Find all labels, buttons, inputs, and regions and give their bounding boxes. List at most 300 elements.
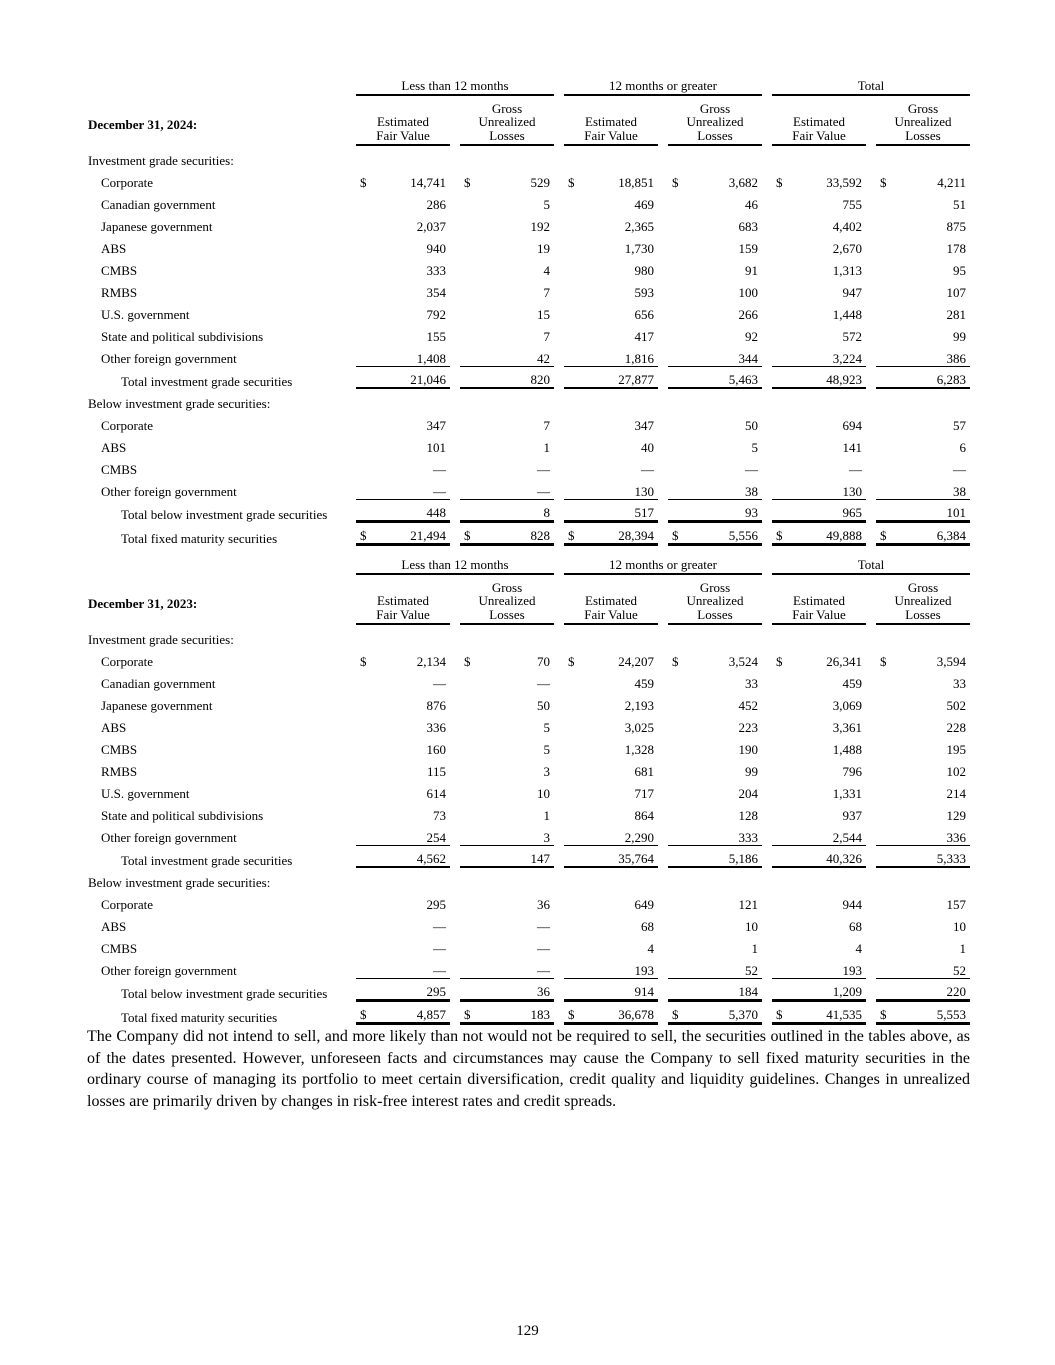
value-cell [564, 411, 658, 433]
cell-value: 3,025 [624, 720, 654, 735]
table-row [88, 978, 970, 1001]
cell-value: 3,361 [832, 720, 862, 735]
value-cell [356, 146, 450, 168]
value-cell [356, 190, 450, 212]
cell-value: 21,494 [410, 528, 446, 543]
cell-value: 3,069 [832, 698, 862, 713]
cell-value: 46 [745, 197, 758, 212]
value-cell [772, 845, 866, 868]
cell-value: 147 [530, 851, 550, 866]
value-cell [876, 322, 970, 344]
value-cell [564, 691, 658, 713]
value-cell [460, 779, 554, 801]
cell-value: 42 [537, 351, 550, 366]
value-cell [460, 234, 554, 256]
row-label: Total investment grade securities [121, 374, 293, 389]
cell-value: 448 [426, 505, 446, 520]
value-cell [356, 212, 450, 234]
row-label: Corporate [101, 897, 153, 912]
table-row [88, 234, 970, 256]
value-cell [460, 735, 554, 757]
cell-value: 50 [745, 418, 758, 433]
cell-value: 57 [953, 418, 966, 433]
value-cell [772, 278, 866, 300]
cell-value: 10 [953, 919, 966, 934]
value-cell [356, 322, 450, 344]
cell-value: 228 [946, 720, 966, 735]
cell-value: 48,923 [826, 372, 862, 387]
cell-value: 24,207 [618, 654, 654, 669]
value-cell [876, 978, 970, 1001]
cell-value: 517 [634, 505, 654, 520]
group-header-row [88, 553, 970, 575]
cell-value: — [953, 462, 966, 477]
value-cell [668, 190, 762, 212]
cell-value: 1,730 [624, 241, 654, 256]
cell-value: 5,370 [728, 1007, 758, 1022]
cell-value: 130 [634, 484, 654, 499]
cell-value: 5 [751, 440, 758, 455]
cell-value: 7 [543, 285, 550, 300]
cell-value: 286 [426, 197, 446, 212]
value-cell [564, 934, 658, 956]
value-cell [564, 522, 658, 546]
body-paragraph: The Company did not intend to sell, and more likely than not would not be required to sell, the securities outlined in the tables above, as of the dates presented. However, unforeseen facts and circumstances may cause the Company to sell fixed maturity securities in the ordinary course of managing its portfolio to meet certain diversification, credit quality and liquidity guidelines. Changes in unrealized losses are primarily driven by changes in risk-free interest rates and credit spreads. [87, 1028, 970, 1110]
cell-value: 36,678 [618, 1007, 654, 1022]
value-cell [460, 344, 554, 366]
value-cell [356, 366, 450, 389]
cell-value: — [433, 676, 446, 691]
column-header: Estimated Fair Value [772, 96, 866, 146]
cell-value: 876 [426, 698, 446, 713]
cell-value: 1 [959, 941, 966, 956]
currency-symbol: $ [880, 175, 887, 190]
page-number: 129 [516, 1323, 539, 1339]
cell-value: 115 [426, 764, 446, 779]
row-label: U.S. government [101, 307, 190, 322]
value-cell [564, 234, 658, 256]
cell-value: 51 [953, 197, 966, 212]
currency-symbol: $ [360, 528, 367, 543]
cell-value: 33 [745, 676, 758, 691]
section-header-row [88, 625, 970, 647]
cell-value: 1,313 [832, 263, 862, 278]
currency-symbol: $ [464, 528, 471, 543]
value-cell [356, 625, 450, 647]
value-cell [668, 845, 762, 868]
currency-symbol: $ [568, 528, 575, 543]
cell-value: 649 [634, 897, 654, 912]
value-cell [876, 455, 970, 477]
row-label: Total fixed maturity securities [121, 1010, 278, 1025]
cell-value: 101 [946, 505, 966, 520]
cell-value: 5,463 [728, 372, 758, 387]
cell-value: 141 [842, 440, 862, 455]
value-cell [564, 669, 658, 691]
column-header: Gross Unrealized Losses [460, 575, 554, 625]
currency-symbol: $ [672, 175, 679, 190]
cell-value: 68 [641, 919, 654, 934]
value-cell [772, 801, 866, 823]
value-cell [460, 647, 554, 669]
column-header: Estimated Fair Value [564, 575, 658, 625]
cell-value: 944 [842, 897, 862, 912]
cell-value: 2,134 [416, 654, 446, 669]
value-cell [460, 366, 554, 389]
table-row [88, 801, 970, 823]
table-row [88, 1001, 970, 1025]
value-cell [772, 322, 866, 344]
table-row [88, 499, 970, 522]
row-label: Total below investment grade securities [121, 507, 328, 522]
cell-value: 347 [426, 418, 446, 433]
cell-value: 128 [738, 808, 758, 823]
row-label: State and political subdivisions [101, 808, 264, 823]
value-cell [564, 912, 658, 934]
value-cell [876, 1001, 970, 1025]
cell-value: 281 [946, 307, 966, 322]
row-label: Investment grade securities: [88, 632, 234, 647]
value-cell [668, 499, 762, 522]
row-label: State and political subdivisions [101, 329, 264, 344]
value-cell [772, 146, 866, 168]
cell-value: 459 [842, 676, 862, 691]
group-header: Less than 12 months [356, 553, 554, 575]
table-row [88, 344, 970, 366]
value-cell [460, 455, 554, 477]
value-cell [668, 322, 762, 344]
cell-value: 220 [946, 984, 966, 999]
value-cell [356, 455, 450, 477]
cell-value: 6,283 [936, 372, 966, 387]
currency-symbol: $ [672, 528, 679, 543]
cell-value: 4 [647, 941, 654, 956]
table-row [88, 912, 970, 934]
value-cell [668, 389, 762, 411]
cell-value: 21,046 [410, 372, 446, 387]
value-cell [460, 978, 554, 1001]
currency-symbol: $ [568, 654, 575, 669]
value-cell [772, 779, 866, 801]
cell-value: — [537, 462, 550, 477]
currency-symbol: $ [880, 528, 887, 543]
table-date-title: December 31, 2024: [88, 116, 198, 132]
table-row [88, 411, 970, 433]
value-cell [668, 234, 762, 256]
cell-value: 1 [543, 808, 550, 823]
cell-value: 41,535 [826, 1007, 862, 1022]
currency-symbol: $ [360, 654, 367, 669]
cell-value: — [537, 484, 550, 499]
value-cell [460, 499, 554, 522]
column-header: Estimated Fair Value [356, 96, 450, 146]
table-row [88, 190, 970, 212]
section-header-row [88, 146, 970, 168]
table-row [88, 669, 970, 691]
cell-value: 1,209 [832, 984, 862, 999]
value-cell [356, 411, 450, 433]
value-cell [356, 433, 450, 455]
value-cell [564, 190, 658, 212]
cell-value: 38 [745, 484, 758, 499]
value-cell [564, 278, 658, 300]
column-header-row [88, 96, 970, 146]
cell-value: 14,741 [410, 175, 446, 190]
cell-value: 183 [530, 1007, 550, 1022]
row-label: Corporate [101, 654, 153, 669]
table-row [88, 735, 970, 757]
value-cell [668, 146, 762, 168]
row-label: CMBS [101, 941, 138, 956]
value-cell [356, 389, 450, 411]
value-cell [876, 956, 970, 978]
value-cell [772, 625, 866, 647]
cell-value: 828 [530, 528, 550, 543]
value-cell [564, 757, 658, 779]
cell-value: 683 [738, 219, 758, 234]
cell-value: 107 [946, 285, 966, 300]
column-header: Estimated Fair Value [564, 96, 658, 146]
cell-value: 2,544 [832, 830, 862, 845]
value-cell [356, 757, 450, 779]
cell-value: 5,186 [728, 851, 758, 866]
row-label: Other foreign government [101, 963, 237, 978]
value-cell [460, 956, 554, 978]
cell-value: 333 [738, 830, 758, 845]
cell-value: 1 [543, 440, 550, 455]
cell-value: 160 [426, 742, 446, 757]
value-cell [356, 234, 450, 256]
cell-value: 502 [946, 698, 966, 713]
cell-value: 40,326 [826, 851, 862, 866]
value-cell [876, 779, 970, 801]
table-row [88, 522, 970, 546]
cell-value: 347 [634, 418, 654, 433]
row-label: ABS [101, 440, 127, 455]
table-row [88, 455, 970, 477]
value-cell [460, 845, 554, 868]
column-header: Gross Unrealized Losses [876, 575, 970, 625]
currency-symbol: $ [360, 175, 367, 190]
cell-value: 4,857 [416, 1007, 446, 1022]
value-cell [876, 168, 970, 190]
value-cell [876, 146, 970, 168]
cell-value: 333 [426, 263, 446, 278]
value-cell [876, 300, 970, 322]
cell-value: 129 [946, 808, 966, 823]
value-cell [564, 823, 658, 845]
value-cell [876, 366, 970, 389]
cell-value: — [849, 462, 862, 477]
cell-value: 193 [634, 963, 654, 978]
spacer [88, 553, 346, 575]
cell-value: 1 [751, 941, 758, 956]
group-header: 12 months or greater [564, 553, 762, 575]
value-cell [356, 256, 450, 278]
table-row [88, 757, 970, 779]
cell-value: 3,682 [728, 175, 758, 190]
row-label: ABS [101, 720, 127, 735]
value-cell [356, 868, 450, 890]
cell-value: 417 [634, 329, 654, 344]
cell-value: 99 [745, 764, 758, 779]
cell-value: 694 [842, 418, 862, 433]
cell-value: 193 [842, 963, 862, 978]
value-cell [772, 1001, 866, 1025]
value-cell [564, 212, 658, 234]
currency-symbol: $ [464, 1007, 471, 1022]
value-cell [668, 168, 762, 190]
value-cell [876, 477, 970, 499]
cell-value: 2,037 [416, 219, 446, 234]
cell-value: 266 [738, 307, 758, 322]
table-row [88, 212, 970, 234]
cell-value: 159 [738, 241, 758, 256]
table-row [88, 779, 970, 801]
cell-value: 875 [946, 219, 966, 234]
value-cell [356, 647, 450, 669]
value-cell [668, 1001, 762, 1025]
table-row [88, 433, 970, 455]
value-cell [772, 433, 866, 455]
cell-value: 656 [634, 307, 654, 322]
value-cell [564, 477, 658, 499]
row-label: Other foreign government [101, 484, 237, 499]
value-cell [876, 713, 970, 735]
value-cell [772, 366, 866, 389]
row-label: RMBS [101, 285, 138, 300]
value-cell [460, 300, 554, 322]
value-cell [772, 669, 866, 691]
cell-value: 190 [738, 742, 758, 757]
cell-value: 26,341 [826, 654, 862, 669]
cell-value: 4,562 [416, 851, 446, 866]
cell-value: 572 [842, 329, 862, 344]
value-cell [460, 256, 554, 278]
value-cell [564, 647, 658, 669]
cell-value: — [537, 919, 550, 934]
value-cell [356, 934, 450, 956]
value-cell [668, 956, 762, 978]
currency-symbol: $ [568, 175, 575, 190]
cell-value: 1,331 [832, 786, 862, 801]
cell-value: 2,193 [624, 698, 654, 713]
cell-value: 947 [842, 285, 862, 300]
value-cell [460, 212, 554, 234]
value-cell [460, 912, 554, 934]
value-cell [460, 691, 554, 713]
value-cell [356, 801, 450, 823]
value-cell [356, 522, 450, 546]
value-cell [356, 779, 450, 801]
cell-value: 1,816 [624, 351, 654, 366]
cell-value: 336 [426, 720, 446, 735]
value-cell [876, 845, 970, 868]
cell-value: 102 [946, 764, 966, 779]
row-label: RMBS [101, 764, 138, 779]
cell-value: 38 [953, 484, 966, 499]
value-cell [876, 669, 970, 691]
value-cell [356, 300, 450, 322]
cell-value: — [433, 484, 446, 499]
unrealized-losses-table-2024 [78, 74, 980, 546]
value-cell [564, 868, 658, 890]
value-cell [460, 868, 554, 890]
value-cell [668, 300, 762, 322]
currency-symbol: $ [464, 654, 471, 669]
row-label: U.S. government [101, 786, 190, 801]
cell-value: 52 [745, 963, 758, 978]
cell-value: 6,384 [936, 528, 966, 543]
cell-value: 792 [426, 307, 446, 322]
cell-value: — [537, 676, 550, 691]
cell-value: 5 [543, 197, 550, 212]
value-cell [564, 300, 658, 322]
value-cell [876, 691, 970, 713]
column-header: Estimated Fair Value [356, 575, 450, 625]
table-row [88, 647, 970, 669]
cell-value: 755 [842, 197, 862, 212]
value-cell [772, 934, 866, 956]
value-cell [460, 934, 554, 956]
cell-value: 5 [543, 742, 550, 757]
value-cell [564, 389, 658, 411]
row-label: Other foreign government [101, 351, 237, 366]
currency-symbol: $ [776, 528, 783, 543]
cell-value: 940 [426, 241, 446, 256]
cell-value: — [433, 462, 446, 477]
value-cell [460, 522, 554, 546]
value-cell [564, 344, 658, 366]
value-cell [668, 625, 762, 647]
cell-value: 52 [953, 963, 966, 978]
unrealized-losses-table-2023 [78, 553, 980, 1025]
value-cell [668, 522, 762, 546]
cell-value: 2,290 [624, 830, 654, 845]
column-header: Estimated Fair Value [772, 575, 866, 625]
value-cell [460, 669, 554, 691]
cell-value: 1,408 [416, 351, 446, 366]
value-cell [564, 1001, 658, 1025]
cell-value: 36 [537, 897, 550, 912]
value-cell [876, 757, 970, 779]
value-cell [668, 477, 762, 499]
value-cell [460, 823, 554, 845]
currency-symbol: $ [360, 1007, 367, 1022]
value-cell [460, 433, 554, 455]
table-row [88, 322, 970, 344]
value-cell [772, 212, 866, 234]
value-cell [772, 691, 866, 713]
group-header: Less than 12 months [356, 74, 554, 96]
value-cell [668, 433, 762, 455]
value-cell [460, 389, 554, 411]
value-cell [772, 890, 866, 912]
cell-value: 33,592 [826, 175, 862, 190]
cell-value: 40 [641, 440, 654, 455]
column-header: Gross Unrealized Losses [668, 96, 762, 146]
cell-value: 469 [634, 197, 654, 212]
value-cell [772, 868, 866, 890]
value-cell [564, 146, 658, 168]
row-label: Japanese government [101, 219, 213, 234]
value-cell [876, 212, 970, 234]
cell-value: 91 [745, 263, 758, 278]
value-cell [876, 868, 970, 890]
cell-value: 1,328 [624, 742, 654, 757]
row-label: CMBS [101, 462, 138, 477]
value-cell [772, 522, 866, 546]
